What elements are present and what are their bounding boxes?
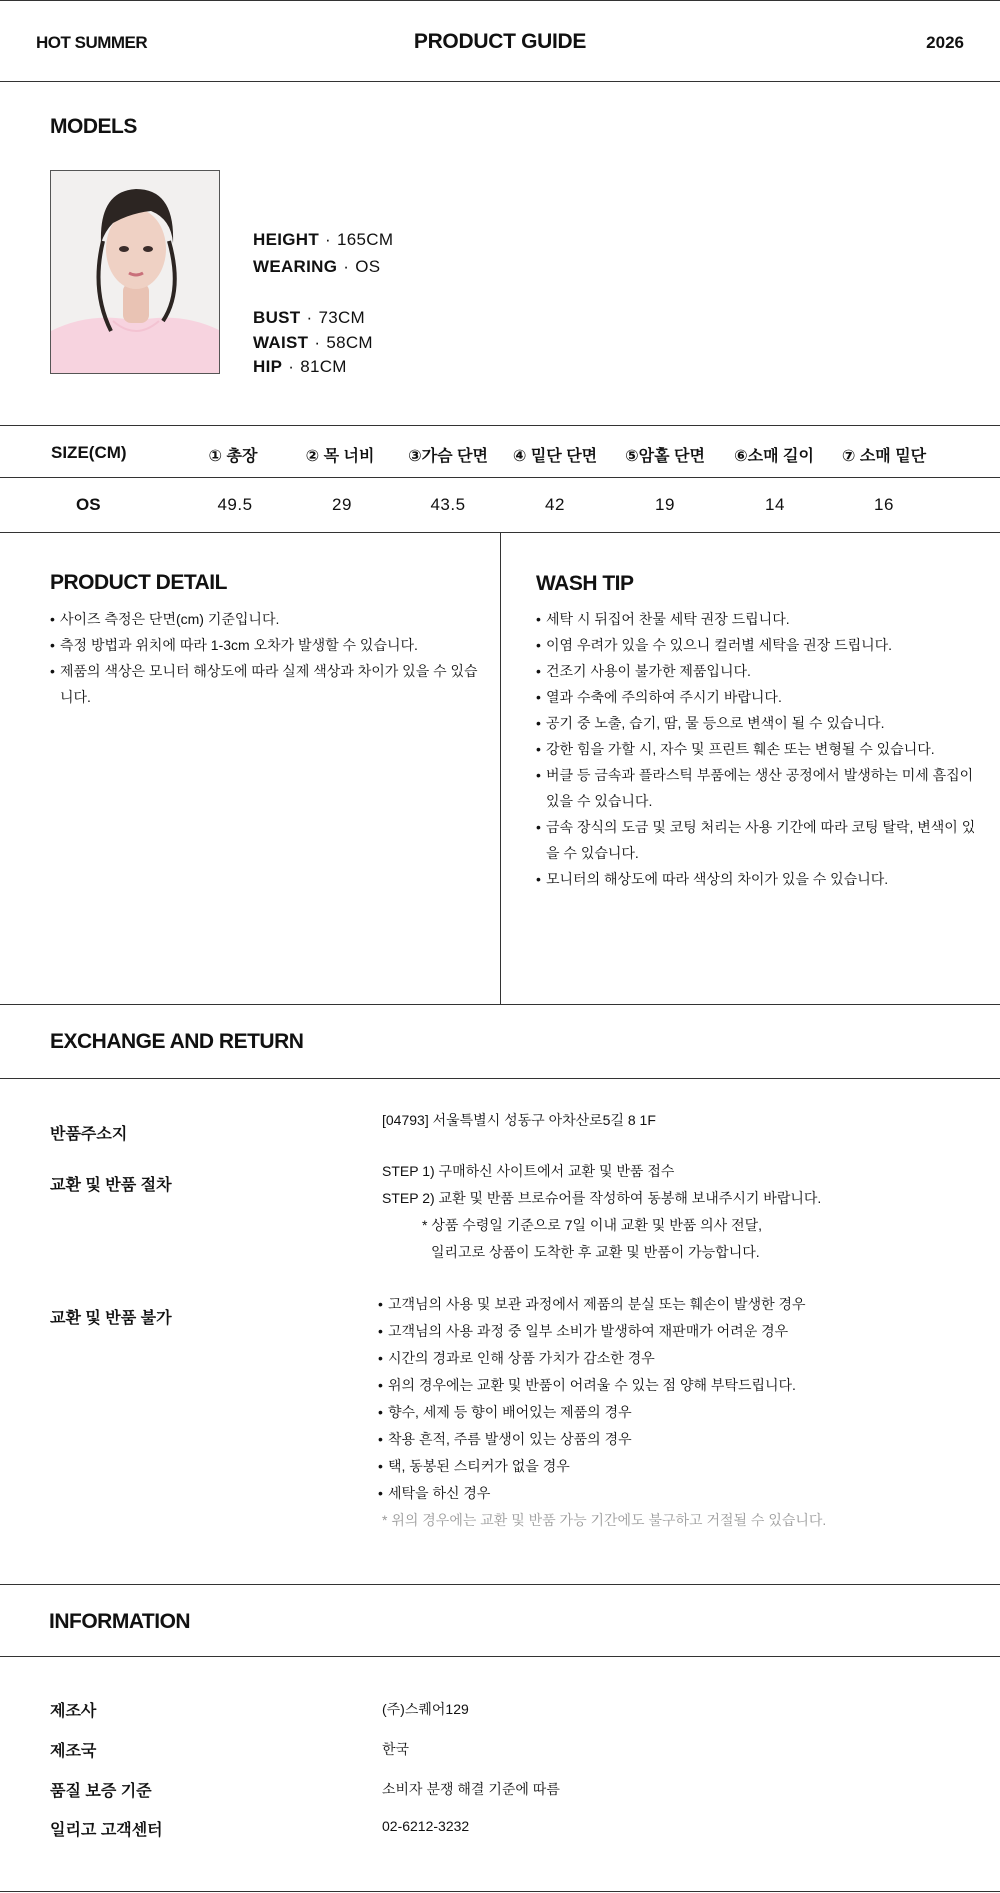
size-value-sleeve-hem: 16 — [874, 495, 894, 514]
top-border — [0, 0, 1000, 1]
height-label: HEIGHT — [253, 230, 320, 249]
bust-label: BUST — [253, 308, 301, 327]
divider — [0, 425, 1000, 426]
list-item: • 버클 등 금속과 플라스틱 부품에는 생산 공정에서 발생하는 미세 흠집이 있을 수 있습니다. — [536, 762, 976, 814]
procedure-note: 일리고로 상품이 도착한 후 교환 및 반품이 가능합니다. — [431, 1244, 760, 1260]
information-title: INFORMATION — [49, 1610, 191, 1633]
divider — [0, 1078, 1000, 1079]
divider — [0, 477, 1000, 478]
list-item: • 시간의 경과로 인해 상품 가치가 감소한 경우 — [378, 1345, 938, 1372]
product-detail-list — [50, 606, 480, 710]
return-address-label: 반품주소지 — [50, 1126, 128, 1143]
bust-value: 73CM — [318, 308, 366, 327]
country-value: 한국 — [382, 1741, 410, 1757]
waist-value: 58CM — [326, 333, 373, 352]
size-value-sleeve-length: 14 — [765, 495, 785, 514]
separator-dot: · — [306, 308, 313, 327]
exchange-procedure-steps — [382, 1158, 821, 1266]
list-item: • 착용 흔적, 주름 발생이 있는 상품의 경우 — [378, 1426, 938, 1453]
list-item: • 고객님의 사용 과정 중 일부 소비가 발생하여 재판매가 어려운 경우 — [378, 1318, 938, 1345]
list-item: • 위의 경우에는 교환 및 반품이 어려울 수 있는 점 양해 부탁드립니다. — [378, 1372, 938, 1399]
wash-tip-title: WASH TIP — [536, 572, 634, 595]
height-value: 165CM — [337, 230, 394, 249]
list-item: • 고객님의 사용 및 보관 과정에서 제품의 분실 또는 훼손이 발생한 경우 — [378, 1291, 938, 1318]
customer-center-label: 일리고 고객센터 — [50, 1822, 163, 1839]
divider — [0, 1584, 1000, 1585]
procedure-step: STEP 2) 교환 및 반품 브로슈어를 작성하여 동봉해 보내주시기 바랍니다. — [382, 1190, 822, 1206]
exchange-unavailable-label: 교환 및 반품 불가 — [50, 1310, 172, 1327]
exchange-note: * 위의 경우에는 교환 및 반품 가능 기간에도 불구하고 거절될 수 있습니다. — [382, 1512, 827, 1528]
exchange-unavailable-list — [378, 1291, 938, 1507]
model-wearing — [253, 257, 380, 277]
size-value-hem: 42 — [545, 495, 565, 514]
year-label: 2026 — [926, 33, 964, 52]
quality-standard-label: 품질 보증 기준 — [50, 1783, 152, 1800]
list-item: • 택, 동봉된 스티커가 없을 경우 — [378, 1453, 938, 1480]
models-title: MODELS — [50, 115, 137, 138]
list-item: • 사이즈 측정은 단면(cm) 기준입니다. — [50, 606, 480, 632]
divider — [0, 1656, 1000, 1657]
size-col-chest: ③가슴 단면 — [408, 448, 488, 465]
size-col-sleeve-length: ⑥소매 길이 — [734, 448, 814, 465]
hip-label: HIP — [253, 357, 283, 376]
list-item: • 공기 중 노출, 습기, 땀, 물 등으로 변색이 될 수 있습니다. — [536, 710, 976, 736]
column-divider — [500, 532, 501, 1004]
model-bust — [253, 308, 365, 328]
list-item: • 금속 장식의 도금 및 코팅 처리는 사용 기간에 따라 코팅 탈락, 변색이 있을 수 있습니다. — [536, 814, 976, 866]
size-value-armhole: 19 — [655, 495, 675, 514]
divider — [0, 1004, 1000, 1005]
size-value-total-length: 49.5 — [217, 495, 253, 514]
quality-standard-value: 소비자 분쟁 해결 기준에 따름 — [382, 1781, 560, 1797]
list-item: • 측정 방법과 위치에 따라 1-3cm 오차가 발생할 수 있습니다. — [50, 632, 480, 658]
procedure-note: * 상품 수령일 기준으로 7일 이내 교환 및 반품 의사 전달, — [422, 1217, 763, 1233]
model-height — [253, 230, 393, 250]
list-item: • 강한 힘을 가할 시, 자수 및 프린트 훼손 또는 변형될 수 있습니다. — [536, 736, 976, 762]
size-value-chest: 43.5 — [430, 495, 466, 514]
list-item: • 향수, 세제 등 향이 배어있는 제품의 경우 — [378, 1399, 938, 1426]
list-item: • 이염 우려가 있을 수 있으니 컬러별 세탁을 권장 드립니다. — [536, 632, 976, 658]
model-waist — [253, 333, 373, 353]
manufacturer-value: (주)스퀘어129 — [382, 1701, 469, 1717]
customer-center-value: 02-6212-3232 — [382, 1818, 470, 1834]
size-value-neck-width: 29 — [332, 495, 352, 514]
procedure-step: STEP 1) 구매하신 사이트에서 교환 및 반품 접수 — [382, 1163, 675, 1179]
product-detail-title: PRODUCT DETAIL — [50, 571, 227, 594]
list-item: • 제품의 색상은 모니터 해상도에 따라 실제 색상과 차이가 있을 수 있습니다. — [50, 658, 480, 710]
size-header-label: SIZE(CM) — [51, 443, 127, 462]
return-address-value: [04793] 서울특별시 성동구 아차산로5길 8 1F — [382, 1112, 656, 1128]
size-col-sleeve-hem: ⑦ 소매 밑단 — [841, 448, 927, 465]
waist-label: WAIST — [253, 333, 309, 352]
size-col-armhole: ⑤암홀 단면 — [625, 448, 705, 465]
list-item: • 모니터의 해상도에 따라 색상의 차이가 있을 수 있습니다. — [536, 866, 976, 892]
country-label: 제조국 — [50, 1743, 97, 1760]
list-item: • 세탁 시 뒤집어 찬물 세탁 권장 드립니다. — [536, 606, 976, 632]
brand-label: HOT SUMMER — [36, 33, 148, 52]
size-col-neck-width: ② 목 너비 — [305, 448, 375, 465]
model-hip — [253, 357, 347, 377]
list-item: • 건조기 사용이 불가한 제품입니다. — [536, 658, 976, 684]
manufacturer-label: 제조사 — [50, 1703, 97, 1720]
size-col-total-length: ① 총장 — [208, 448, 258, 465]
separator-dot: · — [325, 230, 331, 249]
size-row-label: OS — [76, 495, 101, 514]
divider — [0, 81, 1000, 82]
list-item: • 열과 수축에 주의하여 주시기 바랍니다. — [536, 684, 976, 710]
model-photo — [50, 170, 220, 374]
wearing-label: WEARING — [253, 257, 338, 276]
exchange-procedure-label: 교환 및 반품 절차 — [50, 1177, 172, 1194]
bottom-border — [0, 1891, 1000, 1892]
separator-dot: · — [288, 357, 295, 376]
wash-tip-list — [536, 606, 976, 892]
model-portrait-image — [51, 171, 220, 374]
separator-dot: · — [314, 333, 321, 352]
size-col-hem: ④ 밑단 단면 — [512, 448, 598, 465]
hip-value: 81CM — [300, 357, 347, 376]
exchange-title: EXCHANGE AND RETURN — [50, 1030, 304, 1053]
wearing-value: OS — [355, 257, 381, 276]
page-title: PRODUCT GUIDE — [413, 30, 587, 53]
separator-dot: · — [343, 257, 350, 276]
list-item: • 세탁을 하신 경우 — [378, 1480, 938, 1507]
